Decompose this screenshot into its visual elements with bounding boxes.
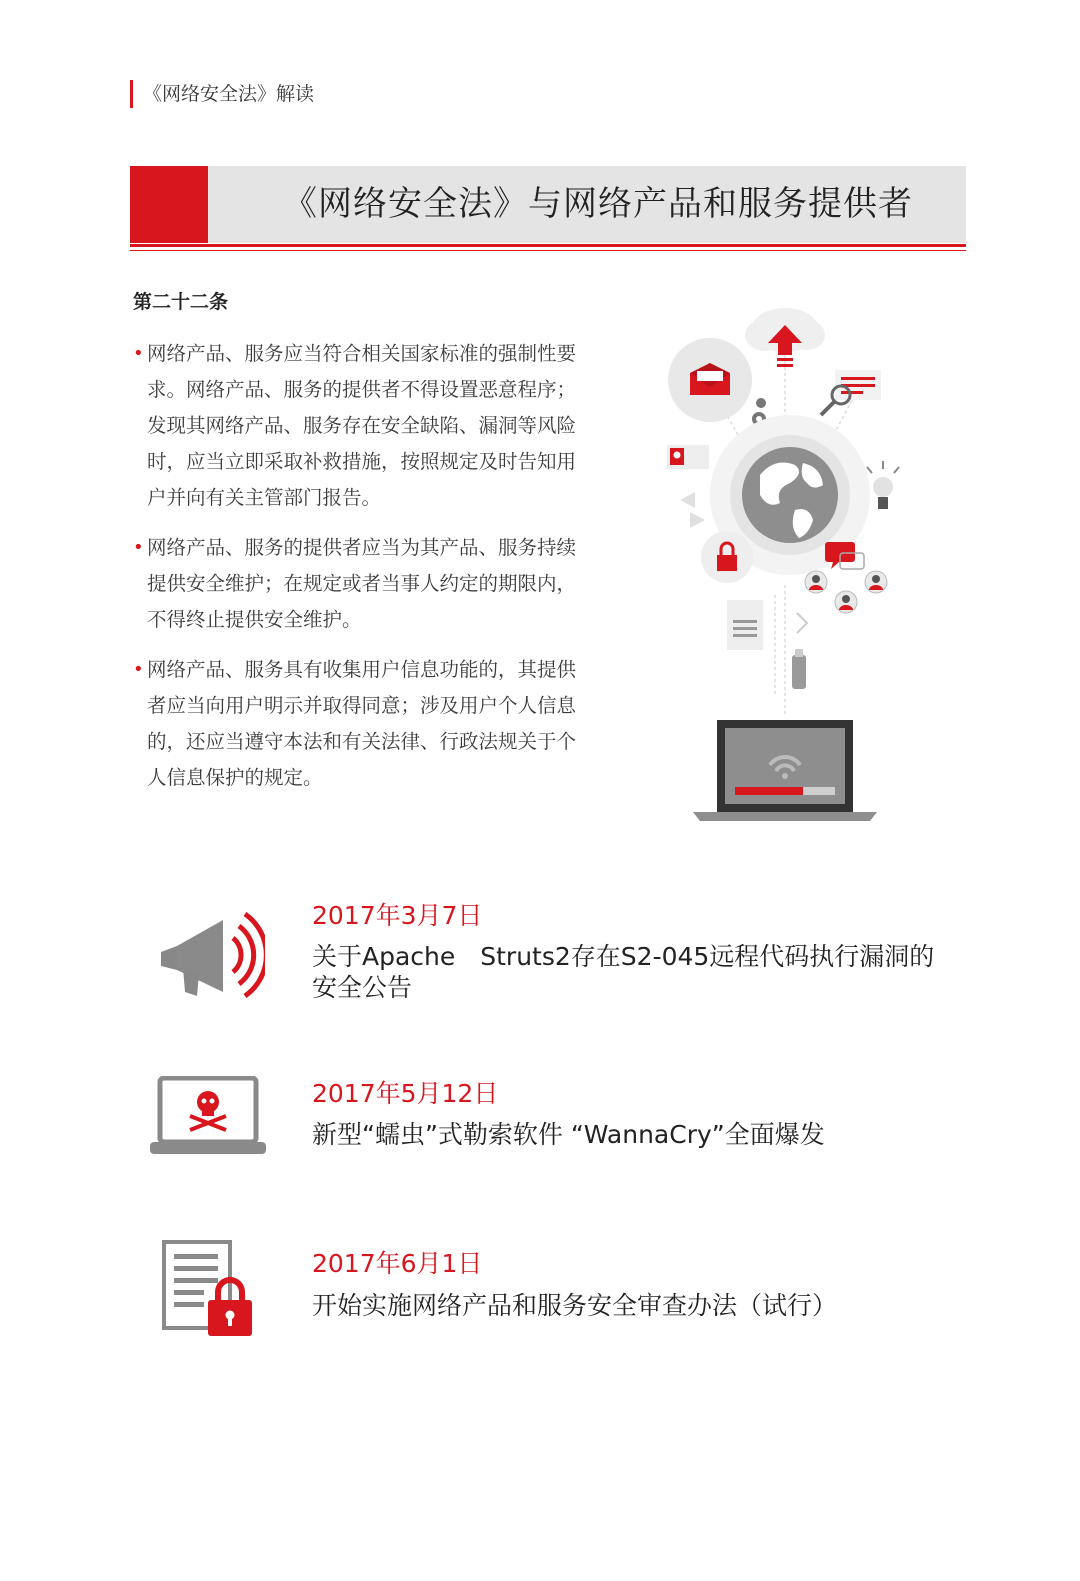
clause-text: 网络产品、服务应当符合相关国家标准的强制性要求。网络产品、服务的提供者不得设置恶意程序；发现其网络产品、服务存在安全缺陷、漏洞等风险时，应当立即采取补救措施，按照规定及时告知用户并向有关主管部门报告。 (147, 342, 577, 509)
lock-icon (701, 531, 753, 583)
banner-rule (130, 244, 966, 247)
bullet-icon: • (133, 537, 144, 558)
event-title: 关于Apache Struts2存在S2-045远程代码执行漏洞的安全公告 (312, 942, 935, 1002)
search-document-icon (821, 370, 881, 415)
event-title: 开始实施网络产品和服务安全审查办法（试行） (312, 1291, 838, 1320)
share-icon (797, 613, 807, 633)
running-header: 《网络安全法》解读 (130, 80, 314, 108)
section-title: 《网络安全法》与网络产品和服务提供者 (283, 184, 913, 224)
id-card-icon (667, 445, 709, 469)
banner-accent-block (130, 166, 208, 243)
clause-text: 网络产品、服务具有收集用户信息功能的，其提供者应当向用户明示并取得同意；涉及用户个人信息的，还应当遵守本法和有关法律、行政法规关于个人信息保护的规定。 (147, 658, 577, 789)
usb-drive-icon (792, 649, 806, 689)
lightbulb-icon (867, 461, 899, 509)
clause-2 (133, 530, 588, 638)
cloud-upload-icon (745, 308, 825, 367)
event-title: 新型“蠕虫”式勒索软件 “WannaCry”全面爆发 (312, 1120, 825, 1149)
clause-3 (133, 652, 588, 796)
document-lock-icon (160, 1240, 256, 1340)
clause-1 (133, 336, 588, 516)
article-heading: 第二十二条 (133, 291, 229, 313)
section-banner (130, 166, 966, 243)
event-date: 2017年6月1日 (312, 1249, 483, 1278)
megaphone-icon (155, 908, 265, 998)
network-security-illustration (655, 295, 925, 835)
banner-rule-thin (130, 250, 966, 251)
event-date: 2017年3月7日 (312, 901, 483, 930)
event-date: 2017年5月12日 (312, 1079, 499, 1108)
mail-icon (668, 338, 752, 422)
laptop-wifi-icon (693, 720, 877, 821)
chat-bubble-icon (825, 542, 864, 569)
document-icon (727, 600, 763, 650)
bullet-icon: • (133, 659, 144, 680)
bullet-icon: • (133, 343, 144, 364)
laptop-skull-icon (148, 1076, 268, 1158)
arrows-icon (680, 492, 705, 528)
users-icon (805, 571, 887, 613)
clause-text: 网络产品、服务的提供者应当为其产品、服务持续提供安全维护；在规定或者当事人约定的期限内，不得终止提供安全维护。 (147, 536, 577, 631)
